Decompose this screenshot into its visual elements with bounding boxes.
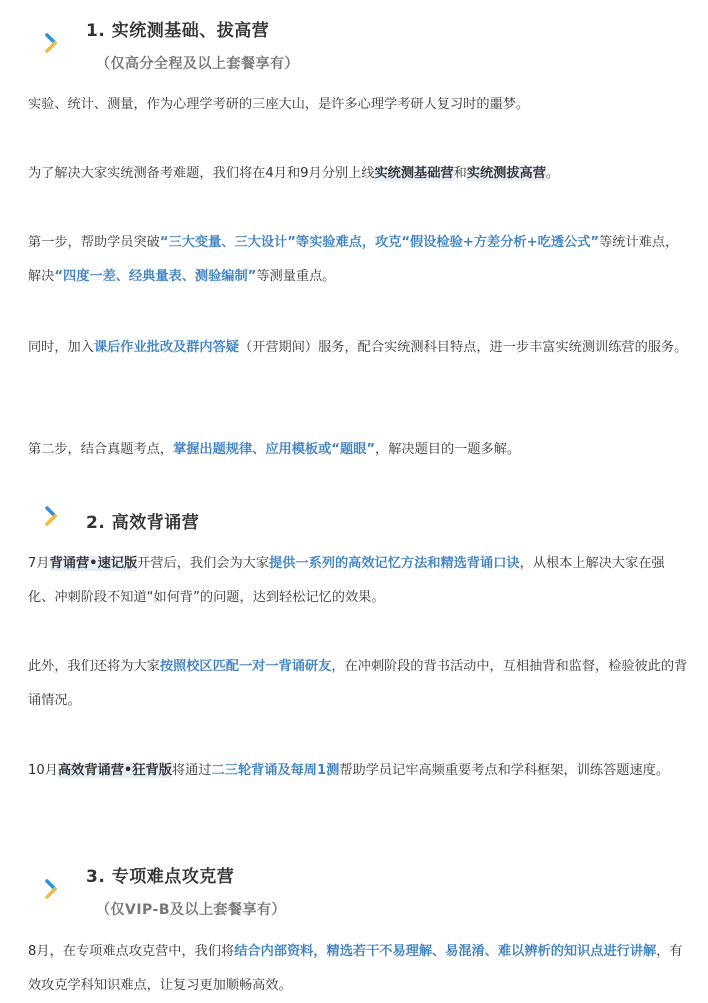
highlight-text: 背诵营•速记版 bbox=[49, 556, 138, 571]
keyword-text: 课后作业批改及群内答疑 bbox=[93, 340, 239, 355]
keyword-text: 掌握出题规律、应用模板或“题眼” bbox=[173, 442, 376, 457]
paragraph bbox=[28, 754, 688, 788]
text-run: 为了解决大家实统测备考难题，我们将在4月和9月分别上线 bbox=[28, 166, 375, 181]
keyword-text: 二三轮背诵及每周1测 bbox=[211, 763, 340, 778]
paragraph bbox=[28, 331, 688, 365]
keyword-text: 按照校区匹配一对一背诵研友 bbox=[159, 659, 332, 674]
paragraph bbox=[28, 650, 688, 718]
paragraph bbox=[28, 157, 688, 191]
text-run: ，从根本上解决大家在强化、冲刺阶段不知道“如何背”的问题，达到轻松记忆的效果。 bbox=[28, 556, 665, 605]
section-subtitle: （仅VIP-B及以上套餐享有） bbox=[96, 902, 287, 918]
section-title: 1. 实统测基础、拔高营 bbox=[86, 21, 270, 41]
keyword-text: “四度一差、经典量表、测验编制” bbox=[54, 269, 257, 284]
paragraph bbox=[28, 547, 688, 615]
text-run: 。 bbox=[545, 166, 560, 181]
paragraph bbox=[28, 88, 688, 122]
text-run: （开营期间）服务，配合实统测科目特点，进一步丰富实统测训练营的服务。 bbox=[239, 340, 688, 355]
paragraph bbox=[28, 226, 688, 294]
highlight-text: 实统测基础营 bbox=[374, 166, 454, 181]
text-run: 帮助学员记牢高频重要考点和学科框架，训练答题速度。 bbox=[339, 763, 670, 778]
text-run: 开营后，我们会为大家 bbox=[137, 556, 270, 571]
section-title: 3. 专项难点攻克营 bbox=[86, 867, 235, 887]
text-run: 实验、统计、测量，作为心理学考研的三座大山，是许多心理学考研人复习时的噩梦。 bbox=[28, 97, 530, 112]
text-run: 此外，我们还将为大家 bbox=[28, 659, 160, 674]
text-run: 等测量重点。 bbox=[256, 269, 336, 284]
chevron-right-icon bbox=[44, 32, 58, 54]
text-run: 等统计难点，解决 bbox=[28, 235, 679, 284]
text-run: 第一步，帮助学员突破 bbox=[28, 235, 160, 250]
text-run: ，有效攻克学科知识难点，让复习更加顺畅高效。 bbox=[28, 944, 683, 993]
section-title: 2. 高效背诵营 bbox=[86, 513, 200, 533]
text-run: 10月 bbox=[28, 763, 58, 778]
paragraph bbox=[28, 433, 688, 467]
paragraph bbox=[28, 935, 688, 1003]
text-run: 8月，在专项难点攻克营中，我们将 bbox=[28, 944, 235, 959]
keyword-text: 提供一系列的高效记忆方法和精选背诵口诀 bbox=[269, 556, 520, 571]
text-run: ，解决题目的一题多解。 bbox=[375, 442, 521, 457]
text-run: 第二步，结合真题考点， bbox=[28, 442, 174, 457]
text-run: ，在冲刺阶段的背书活动中，互相抽背和监督，检验彼此的背诵情况。 bbox=[28, 659, 688, 708]
keyword-text: “三大变量、三大设计”等实验难点，攻克“假设检验+方差分析+吃透公式” bbox=[159, 235, 600, 250]
chevron-right-icon bbox=[44, 878, 58, 900]
text-run: 同时，加入 bbox=[28, 340, 94, 355]
highlight-text: 高效背诵营•狂背版 bbox=[57, 763, 172, 778]
chevron-right-icon bbox=[44, 505, 58, 527]
text-run: 7月 bbox=[28, 556, 50, 571]
highlight-text: 实统测拔高营 bbox=[466, 166, 546, 181]
text-run: 和 bbox=[453, 166, 467, 181]
section-subtitle: （仅高分全程及以上套餐享有） bbox=[96, 56, 299, 72]
keyword-text: 结合内部资料，精选若干不易理解、易混淆、难以辨析的知识点进行讲解 bbox=[234, 944, 657, 959]
text-run: 将通过 bbox=[171, 763, 212, 778]
